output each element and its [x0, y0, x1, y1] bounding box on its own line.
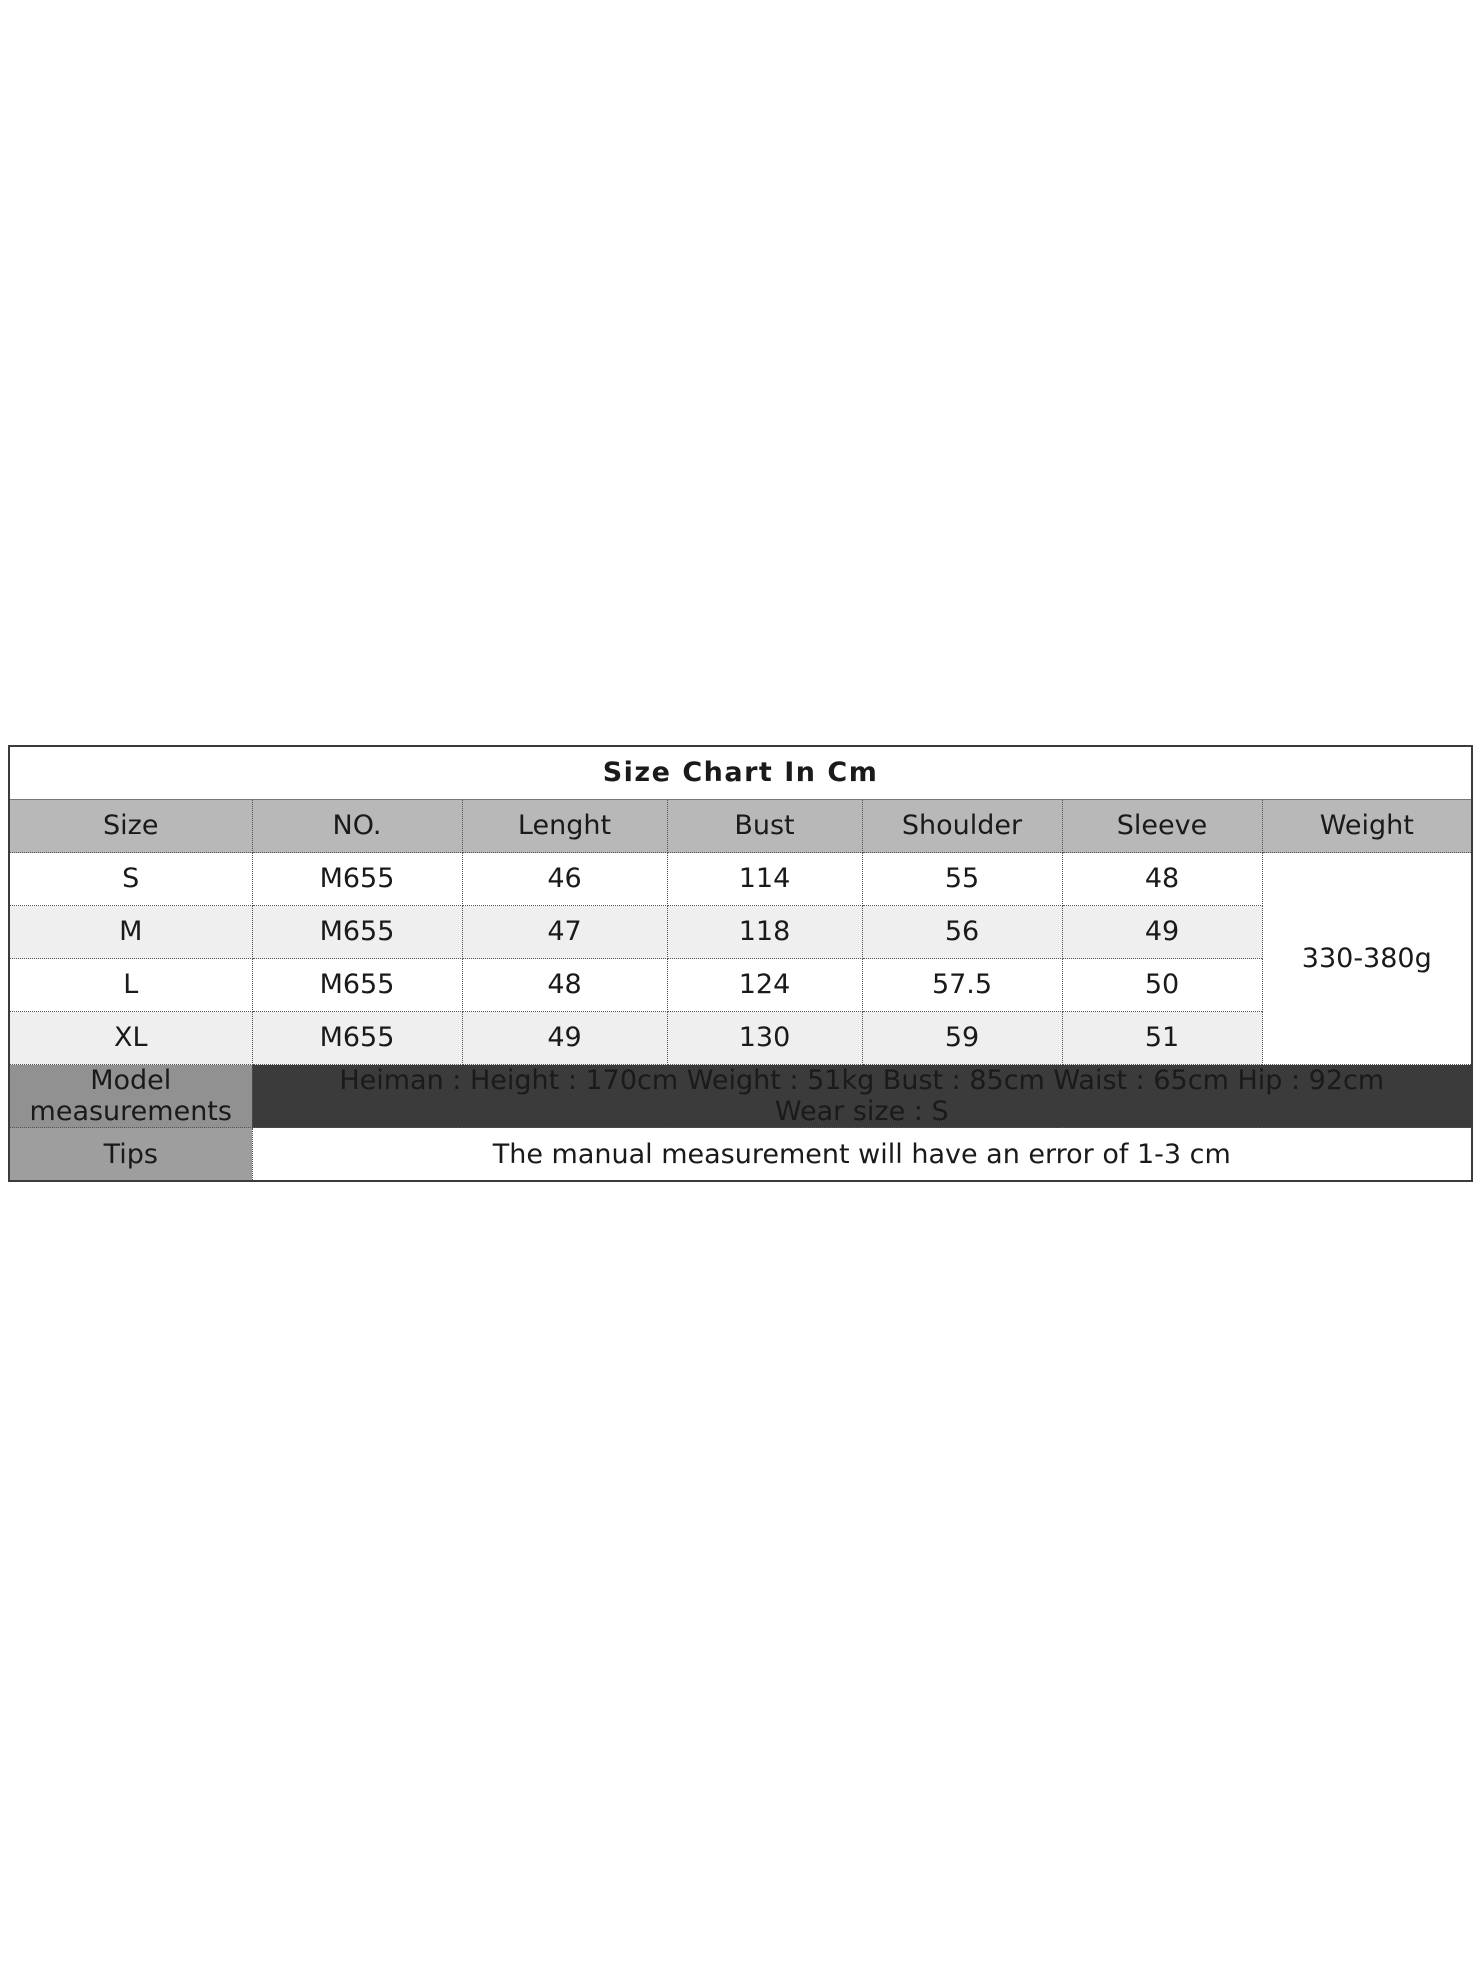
cell-length-s: 46	[462, 853, 667, 906]
table-row	[9, 853, 1472, 906]
cell-sleeve-s: 48	[1062, 853, 1262, 906]
cell-weight-range: 330-380g	[1262, 853, 1472, 1065]
cell-bust-m: 118	[667, 906, 862, 959]
cell-bust-l: 124	[667, 959, 862, 1012]
column-header-shoulder: Shoulder	[862, 800, 1062, 853]
column-header-sleeve: Sleeve	[1062, 800, 1262, 853]
cell-shoulder-l: 57.5	[862, 959, 1062, 1012]
tips-text: The manual measurement will have an error of 1-3 cm	[252, 1128, 1472, 1182]
tips-label: Tips	[9, 1128, 252, 1182]
column-header-weight: Weight	[1262, 800, 1472, 853]
cell-shoulder-xl: 59	[862, 1012, 1062, 1065]
cell-size-m: M	[9, 906, 252, 959]
cell-length-xl: 49	[462, 1012, 667, 1065]
model-label-line2: measurements	[29, 1096, 232, 1128]
size-chart-container	[8, 745, 1471, 1182]
table-title-row	[9, 746, 1472, 800]
cell-sleeve-l: 50	[1062, 959, 1262, 1012]
cell-sleeve-m: 49	[1062, 906, 1262, 959]
table-header-row	[9, 800, 1472, 853]
cell-length-l: 48	[462, 959, 667, 1012]
column-header-size: Size	[9, 800, 252, 853]
cell-bust-s: 114	[667, 853, 862, 906]
cell-no-l: M655	[252, 959, 462, 1012]
cell-length-m: 47	[462, 906, 667, 959]
column-header-length: Lenght	[462, 800, 667, 853]
cell-size-s: S	[9, 853, 252, 906]
model-line-1: Heiman : Height : 170cm Weight : 51kg Bust : 85cm Waist : 65cm Hip : 92cm	[339, 1065, 1385, 1096]
cell-bust-xl: 130	[667, 1012, 862, 1065]
chart-title: Size Chart In Cm	[9, 746, 1472, 800]
cell-no-xl: M655	[252, 1012, 462, 1065]
cell-no-s: M655	[252, 853, 462, 906]
model-label-line1: Model	[90, 1065, 172, 1096]
table-row	[9, 959, 1472, 1012]
size-chart-table	[8, 745, 1473, 1182]
cell-shoulder-s: 55	[862, 853, 1062, 906]
model-measurements-value	[252, 1065, 1472, 1128]
tips-row	[9, 1128, 1472, 1182]
cell-shoulder-m: 56	[862, 906, 1062, 959]
cell-size-l: L	[9, 959, 252, 1012]
column-header-bust: Bust	[667, 800, 862, 853]
model-measurements-row	[9, 1065, 1472, 1128]
cell-size-xl: XL	[9, 1012, 252, 1065]
model-line-2: Wear size : S	[774, 1096, 949, 1128]
model-measurements-label	[9, 1065, 252, 1128]
cell-no-m: M655	[252, 906, 462, 959]
cell-sleeve-xl: 51	[1062, 1012, 1262, 1065]
table-row	[9, 906, 1472, 959]
column-header-no: NO.	[252, 800, 462, 853]
table-row	[9, 1012, 1472, 1065]
